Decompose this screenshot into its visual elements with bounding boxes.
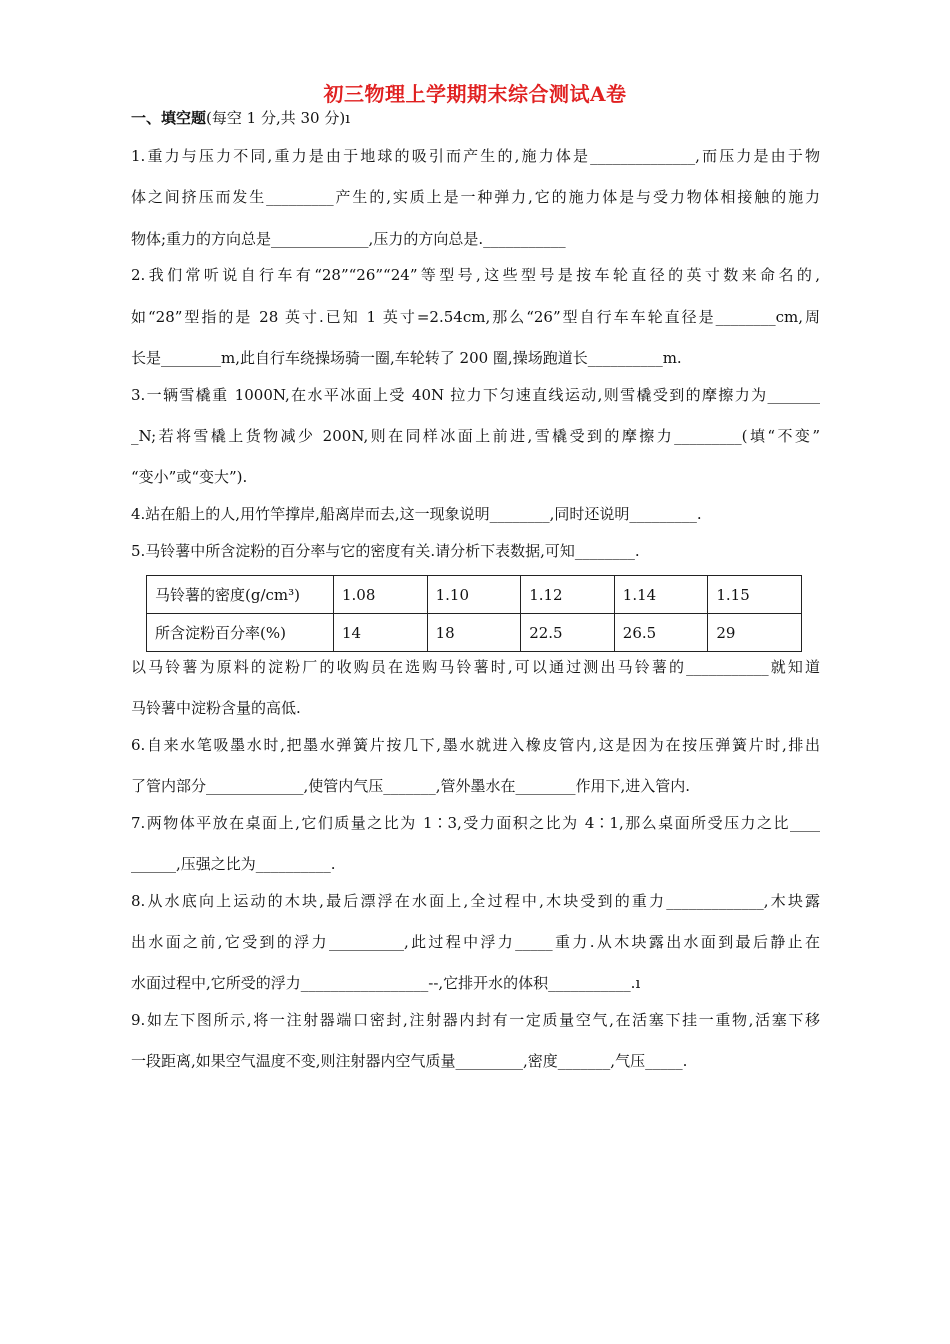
q9-line-2: 一段距离,如果空气温度不变,则注射器内空气质量_________,密度_______,气压_____. [131,1052,688,1070]
q6-line-1: 6.自来水笔吸墨水时,把墨水弹簧片按几下,墨水就进入橡皮管内,这是因为在按压弹簧片时,排出 [131,736,820,754]
table-cell: 22.5 [521,614,615,652]
page-title: 初三物理上学期期末综合测试A卷 [323,82,627,106]
q3-line-1: 3.一辆雪橇重 1000N,在水平冰面上受 40N 拉力下匀速直线运动,则雪橇受到的摩擦力为_______ [131,386,820,404]
q5-line-2: 以马铃薯为原料的淀粉厂的收购员在选购马铃薯时,可以通过测出马铃薯的___________就知道 [131,658,820,676]
q8-line-2: 出水面之前,它受到的浮力__________,此过程中浮力_____重力.从木块露出水面到最后静止在 [131,933,820,951]
q3-line-3: “变小”或“变大”). [131,468,248,486]
q4-line-1: 4.站在船上的人,用竹竿撑岸,船离岸而去,这一现象说明________,同时还说明_________. [131,505,702,523]
q7-line-1: 7.两物体平放在桌面上,它们质量之比为 1∶3,受力面积之比为 4∶1,那么桌面所受压力之比____ [131,814,820,832]
table-row [147,614,802,652]
q9-line-1: 9.如左下图所示,将一注射器端口密封,注射器内封有一定质量空气,在活塞下挂一重物,活塞下移 [131,1011,820,1029]
q1-line-1: 1.重力与压力不同,重力是由于地球的吸引而产生的,施力体是______________,而压力是由于物 [131,147,820,165]
table-cell: 1.10 [427,576,521,614]
q6-line-2: 了管内部分_____________,使管内气压_______,管外墨水在________作用下,进入管内. [131,777,691,795]
q5-line-1: 5.马铃薯中所含淀粉的百分率与它的密度有关.请分析下表数据,可知________. [131,542,640,560]
table-row-header: 马铃薯的密度(g/cm³) [147,576,334,614]
table-row [147,576,802,614]
q7-line-2: ______,压强之比为__________. [131,855,336,873]
table-cell: 1.08 [334,576,428,614]
q1-line-2: 体之间挤压而发生_________产生的,实质上是一种弹力,它的施力体是与受力物体相接触的施力 [131,188,820,206]
q2-line-2: 如“28”型指的是 28 英寸.已知 1 英寸=2.54cm,那么“26”型自行车车轮直径是________cm,周 [131,308,820,326]
q5-line-3: 马铃薯中淀粉含量的高低. [131,699,301,717]
table-row-header: 所含淀粉百分率(%) [147,614,334,652]
table-cell: 1.12 [521,576,615,614]
table-cell: 18 [427,614,521,652]
table-cell: 1.15 [708,576,802,614]
density-starch-table [146,575,802,652]
q2-line-1: 2.我们常听说自行车有“28”“26”“24”等型号,这些型号是按车轮直径的英寸数来命名的, [131,266,820,284]
q2-line-3: 长是________m,此自行车绕操场骑一圈,车轮转了 200 圈,操场跑道长__________m. [131,349,682,367]
table-cell: 29 [708,614,802,652]
q8-line-1: 8.从水底向上运动的木块,最后漂浮在水面上,全过程中,木块受到的重力_____________,木块露 [131,892,820,910]
table-cell: 14 [334,614,428,652]
section-note: (每空 1 分,共 30 分)ı [206,109,350,127]
q3-line-2: _N;若将雪橇上货物减少 200N,则在同样冰面上前进,雪橇受到的摩擦力_________(填“不变” [131,427,820,445]
q8-line-3: 水面过程中,它所受的浮力_________________--,它排开水的体积___________.ı [131,974,641,992]
section-label: 一、填空题 [131,109,207,127]
section-heading [131,107,350,128]
q1-line-3: 物体;重力的方向总是_____________,压力的方向总是.___________ [131,230,566,248]
table-cell: 1.14 [614,576,708,614]
table-cell: 26.5 [614,614,708,652]
